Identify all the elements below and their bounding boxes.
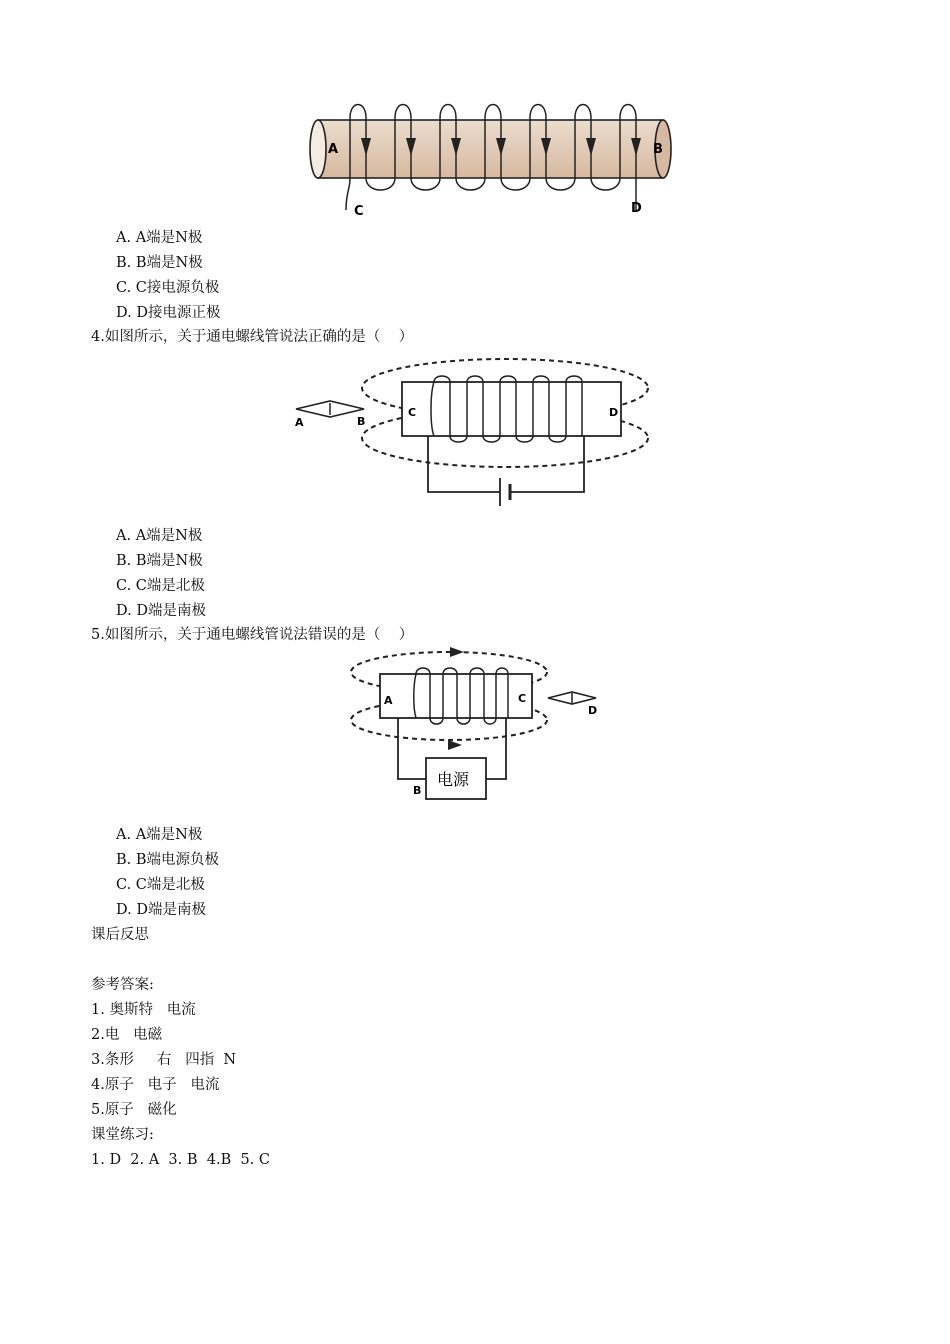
answer-line-4: 4.原子 电子 电流 (91, 1077, 220, 1093)
option-b: B. B端是N极 (116, 255, 203, 271)
q4-label-c: C (408, 406, 417, 419)
reflection-heading: 课后反思 (91, 927, 149, 943)
option-d: D. D接电源正极 (116, 305, 221, 321)
label-c: C (354, 204, 364, 218)
label-d: D (631, 201, 642, 216)
q5-label-a: A (384, 694, 393, 707)
q5-option-d: D. D端是南极 (116, 902, 206, 918)
q4-option-b: B. B端是N极 (116, 553, 203, 569)
option-c: C. C接电源负极 (116, 280, 220, 296)
q4-option-d: D. D端是南极 (116, 603, 206, 619)
label-b: B (653, 142, 663, 157)
figure-solenoid-power (348, 646, 602, 802)
figure-solenoid-rod (298, 100, 680, 218)
question-4-stem: 4.如图所示，关于通电螺线管说法正确的是（ ） (91, 329, 414, 345)
q4-option-c: C. C端是北极 (116, 578, 205, 594)
answer-line-3: 3.条形 右 四指 N (91, 1052, 237, 1068)
q5-option-a: A. A端是N极 (116, 827, 203, 843)
answers-title: 参考答案: (91, 977, 154, 993)
practice-answers: 1. D 2. A 3. B 4.B 5. C (91, 1152, 270, 1168)
q4-label-d: D (609, 406, 619, 419)
answer-line-2: 2.电 电磁 (91, 1027, 163, 1043)
figure-solenoid-compass (292, 354, 658, 512)
q5-label-c: C (518, 692, 527, 705)
practice-title: 课堂练习: (91, 1127, 154, 1143)
q5-label-d: D (588, 704, 598, 717)
q4-label-a: A (295, 416, 304, 429)
q5-label-b: B (413, 784, 422, 797)
power-source-label: 电源 (437, 770, 470, 789)
q5-option-b: B. B端电源负极 (116, 852, 220, 868)
label-a: A (328, 142, 339, 157)
answer-line-5: 5.原子 磁化 (91, 1102, 177, 1118)
q4-option-a: A. A端是N极 (116, 528, 203, 544)
q4-label-b: B (357, 415, 366, 428)
question-5-stem: 5.如图所示，关于通电螺线管说法错误的是（ ） (91, 627, 414, 643)
option-a: A. A端是N极 (116, 230, 203, 246)
q5-option-c: C. C端是北极 (116, 877, 205, 893)
answer-line-1: 1. 奥斯特 电流 (91, 1002, 196, 1018)
